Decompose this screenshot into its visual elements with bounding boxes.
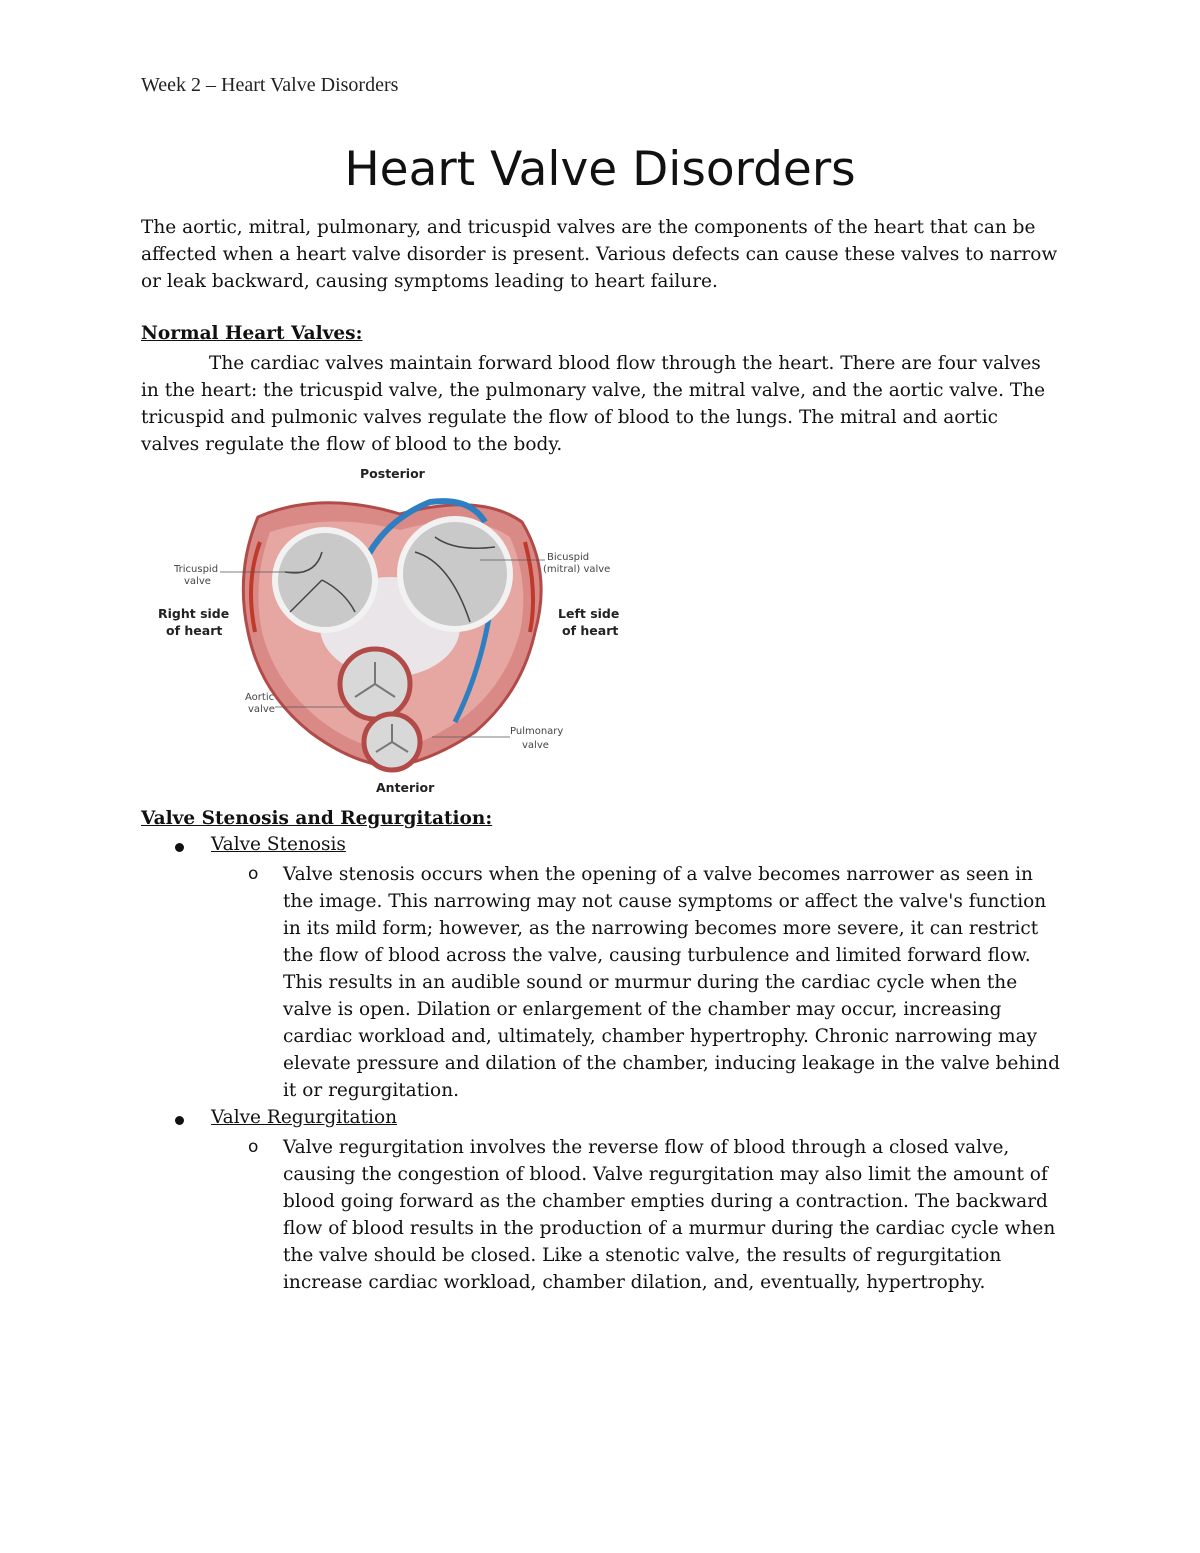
label-pulmonary-1: Pulmonary <box>510 726 564 737</box>
label-anterior: Anterior <box>376 780 435 795</box>
normal-valves-paragraph: The cardiac valves maintain forward blood flow through the heart. There are four valves in the heart: the tricuspid valve, the pulmonary valve, the mitral valve, and the aortic valve. The tricuspid and pulmonic valves regulate the flow of blood to the lungs. The mitral and aortic valves regulate the flow of blood to the body. <box>141 353 1046 455</box>
heart-valves-illustration <box>150 462 620 802</box>
label-tricuspid-2: valve <box>184 576 211 587</box>
label-right-side-1: Right side <box>158 606 230 621</box>
normal-valves-heading: Normal Heart Valves: <box>141 323 363 344</box>
bullet-dot <box>175 1116 184 1125</box>
stenosis-regurgitation-heading: Valve Stenosis and Regurgitation: <box>141 808 493 829</box>
label-aortic-2: valve <box>248 704 275 715</box>
mitral-valve <box>400 519 510 629</box>
tricuspid-valve <box>275 530 375 630</box>
label-bicuspid-2: (mitral) valve <box>543 564 611 575</box>
regurgitation-description: Valve regurgitation involves the reverse flow of blood through a closed valve, causing the congestion of blood. Valve regurgitation may also limit the amount of blood going forward as the chamber empties during a contraction. The backward flow of blood results in the production of a murmur during the cardiac cycle when the valve should be closed. Like a stenotic valve, the results of regurgitation increase cardiac workload, chamber dilation, and, eventually, hypertrophy. <box>283 1137 1056 1293</box>
intro-paragraph: The aortic, mitral, pulmonary, and tricuspid valves are the components of the heart that can be affected when a heart valve disorder is present. Various defects can cause these valves to narrow or leak backward, causing symptoms leading to heart failure. <box>141 217 1058 292</box>
bullet-dot <box>175 843 184 852</box>
sub-bullet-marker: o <box>248 864 259 884</box>
label-bicuspid-1: Bicuspid <box>547 552 590 563</box>
label-pulmonary-2: valve <box>522 740 549 751</box>
label-tricuspid-1: Tricuspid <box>174 564 219 575</box>
label-aortic-1: Aortic <box>245 692 275 703</box>
label-left-side-1: Left side <box>558 606 620 621</box>
label-right-side-2: of heart <box>166 623 223 638</box>
list-item-label-stenosis: Valve Stenosis <box>211 834 346 855</box>
page-title: Heart Valve Disorders <box>344 142 856 197</box>
page-header: Week 2 – Heart Valve Disorders <box>141 74 399 96</box>
label-posterior: Posterior <box>360 466 425 481</box>
heart-valves-figure <box>150 462 620 802</box>
sub-bullet-marker: o <box>248 1137 259 1157</box>
list-item-label-regurgitation: Valve Regurgitation <box>211 1107 397 1128</box>
label-left-side-2: of heart <box>562 623 619 638</box>
stenosis-description: Valve stenosis occurs when the opening of a valve becomes narrower as seen in the image. This narrowing may not cause symptoms or affect the valve's function in its mild form; however, as the narrowing becomes more severe, it can restrict the flow of blood across the valve, causing turbulence and limited forward flow. This results in an audible sound or murmur during the cardiac cycle when the valve is open. Dilation or enlargement of the chamber may occur, increasing cardiac workload and, ultimately, chamber hypertrophy. Chronic narrowing may elevate pressure and dilation of the chamber, inducing leakage in the valve behind it or regurgitation. <box>283 864 1060 1101</box>
